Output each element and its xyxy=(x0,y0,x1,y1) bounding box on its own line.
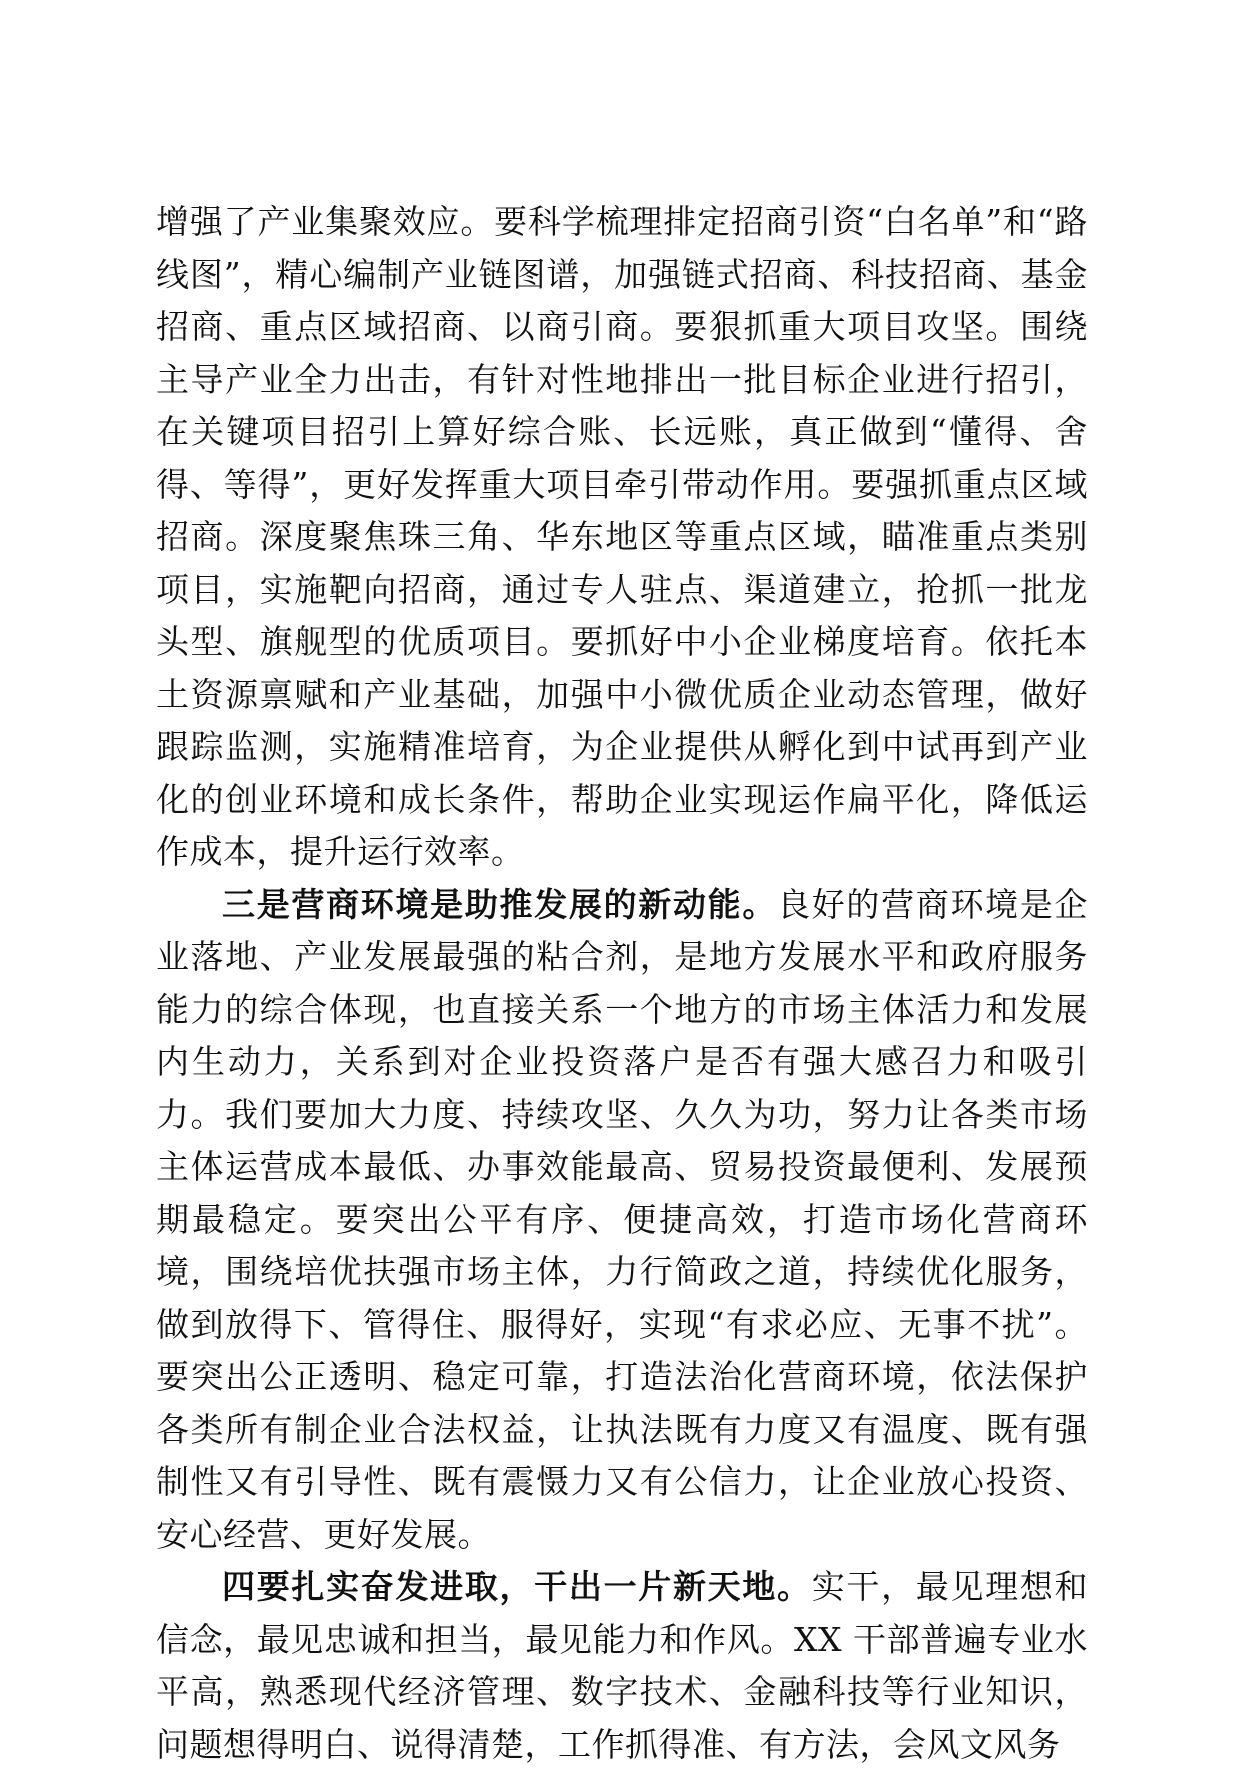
paragraph-lead: 三是营商环境是助推发展的新动能。 xyxy=(222,884,777,924)
paragraph-body: 实干，最见理想和信念，最见忠诚和担当，最见能力和作风。XX 干部普遍专业水平高，熟悉现代经济管理、数字技术、金融科技等行业知识，问题想得明白、说得清楚，工作抓得准、有方法，会风文风务 xyxy=(156,1567,1088,1764)
paragraph-body: 良好的营商环境是企业落地、产业发展最强的粘合剂，是地方发展水平和政府服务能力的综合体现，也直接关系一个地方的市场主体活力和发展内生动力，关系到对企业投资落户是否有强大感召力和吸引力。我们要加大力度、持续攻坚、久久为功，努力让各类市场主体运营成本最低、办事效能最高、贸易投资最便利、发展预期最稳定。要突出公平有序、便捷高效，打造市场化营商环境，围绕培优扶强市场主体，力行简政之道，持续优化服务，做到放得下、管得住、服得好，实现“有求必应、无事不扰”。要突出公正透明、稳定可靠，打造法治化营商环境，依法保护各类所有制企业合法权益，让执法既有力度又有温度、既有强制性又有引导性、既有震慑力又有公信力，让企业放心投资、安心经营、更好发展。 xyxy=(156,884,1088,1554)
paragraph-business-environment xyxy=(156,879,1088,1562)
paragraph-hard-work xyxy=(156,1561,1088,1771)
paragraph-body: 增强了产业集聚效应。要科学梳理排定招商引资“白名单”和“路线图”，精心编制产业链图谱，加强链式招商、科技招商、基金招商、重点区域招商、以商引商。要狠抓重大项目攻坚。围绕主导产业全力出击，有针对性地排出一批目标企业进行招引，在关键项目招引上算好综合账、长远账，真正做到“懂得、舍得、等得”，更好发挥重大项目牵引带动作用。要强抓重点区域招商。深度聚焦珠三角、华东地区等重点区域，瞄准重点类别项目，实施靶向招商，通过专人驻点、渠道建立，抢抓一批龙头型、旗舰型的优质项目。要抓好中小企业梯度培育。依托本土资源禀赋和产业基础，加强中小微优质企业动态管理，做好跟踪监测，实施精准培育，为企业提供从孵化到中试再到产业化的创业环境和成长条件，帮助企业实现运作扁平化，降低运作成本，提升运行效率。 xyxy=(156,202,1088,871)
document-body xyxy=(156,196,1088,1771)
paragraph-industry-cluster xyxy=(156,196,1088,879)
paragraph-lead: 四要扎实奋发进取，干出一片新天地。 xyxy=(222,1567,812,1606)
